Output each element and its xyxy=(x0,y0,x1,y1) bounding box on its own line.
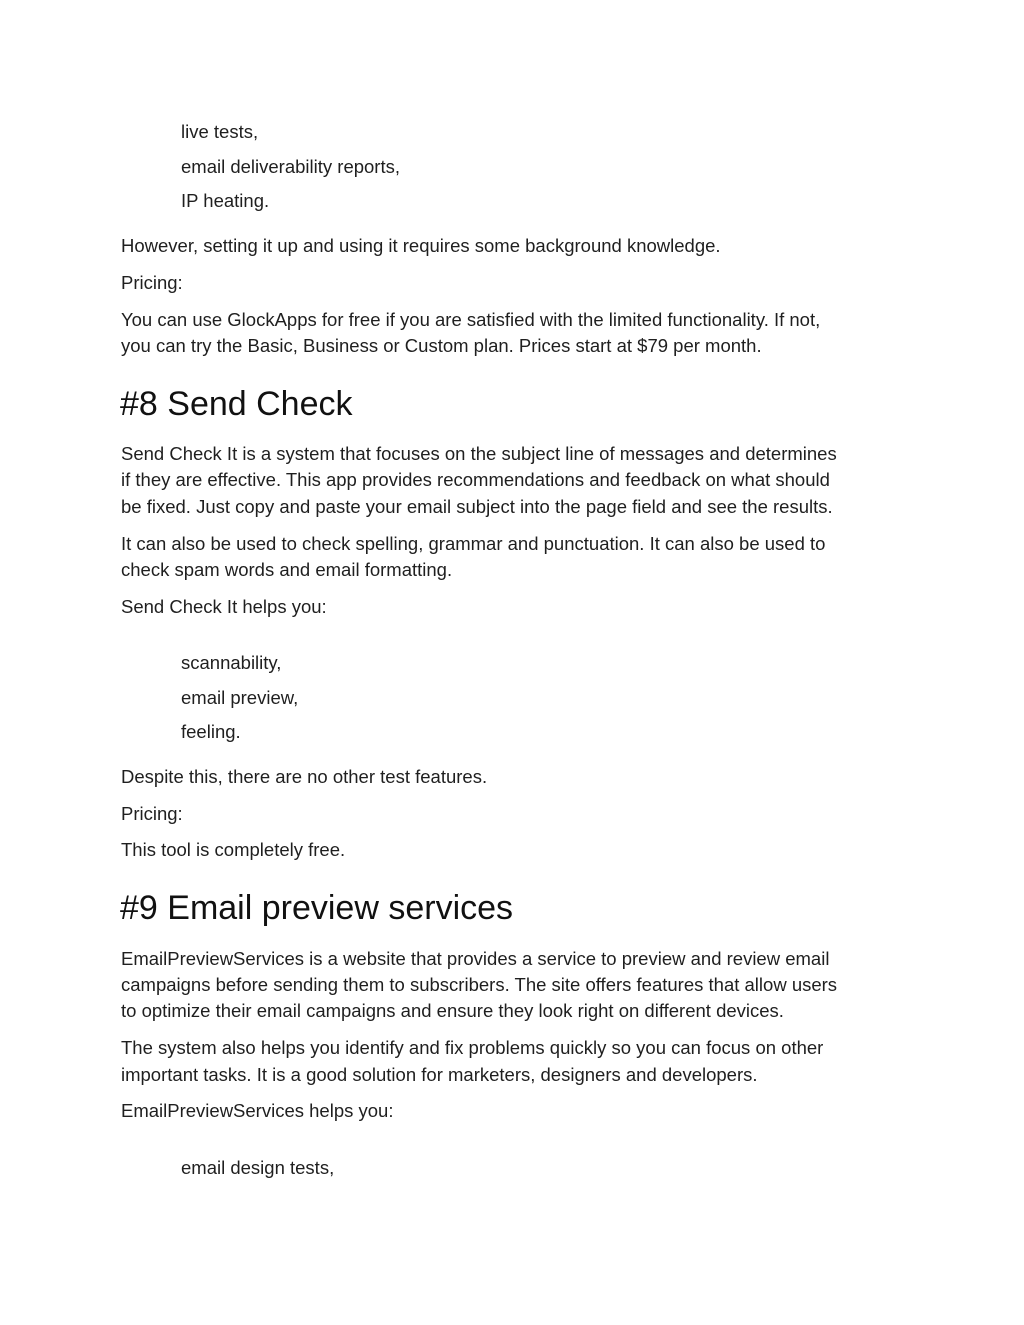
list-item: feeling. xyxy=(181,721,241,742)
list-item: IP heating. xyxy=(181,190,270,211)
list-item: email preview, xyxy=(181,687,299,708)
section-heading: #9 Email preview services xyxy=(120,889,514,927)
paragraph-line: you can try the Basic, Business or Custom plan. Prices start at $79 per month. xyxy=(121,335,762,356)
paragraph: Send Check It helps you: xyxy=(121,596,327,617)
paragraph-line: You can use GlockApps for free if you are satisfied with the limited functionality. If not, xyxy=(121,309,821,330)
paragraph-line: if they are effective. This app provides recommendations and feedback on what should xyxy=(121,469,830,490)
paragraph-line: check spam words and email formatting. xyxy=(121,559,453,580)
paragraph-line: important tasks. It is a good solution for marketers, designers and developers. xyxy=(121,1064,758,1085)
paragraph: EmailPreviewServices helps you: xyxy=(121,1100,394,1121)
paragraph-line: EmailPreviewServices is a website that provides a service to preview and review email xyxy=(121,948,830,969)
pricing-label: Pricing: xyxy=(121,803,183,824)
list-item: scannability, xyxy=(181,652,282,673)
list-item: live tests, xyxy=(181,121,259,142)
paragraph-line: Send Check It is a system that focuses on the subject line of messages and determines xyxy=(121,443,837,464)
paragraph-line: be fixed. Just copy and paste your email subject into the page field and see the results. xyxy=(121,496,833,517)
paragraph: However, setting it up and using it requires some background knowledge. xyxy=(121,235,721,256)
list-item: email deliverability reports, xyxy=(181,156,401,177)
paragraph-line: to optimize their email campaigns and ensure they look right on different devices. xyxy=(121,1000,784,1021)
paragraph: This tool is completely free. xyxy=(121,839,346,860)
pricing-label: Pricing: xyxy=(121,272,183,293)
list-item: email design tests, xyxy=(181,1157,335,1178)
section-heading: #8 Send Check xyxy=(120,385,353,423)
paragraph: Despite this, there are no other test features. xyxy=(121,766,488,787)
paragraph-line: campaigns before sending them to subscribers. The site offers features that allow users xyxy=(121,974,838,995)
paragraph-line: It can also be used to check spelling, grammar and punctuation. It can also be used to xyxy=(121,533,826,554)
paragraph-line: The system also helps you identify and fix problems quickly so you can focus on other xyxy=(121,1037,824,1058)
